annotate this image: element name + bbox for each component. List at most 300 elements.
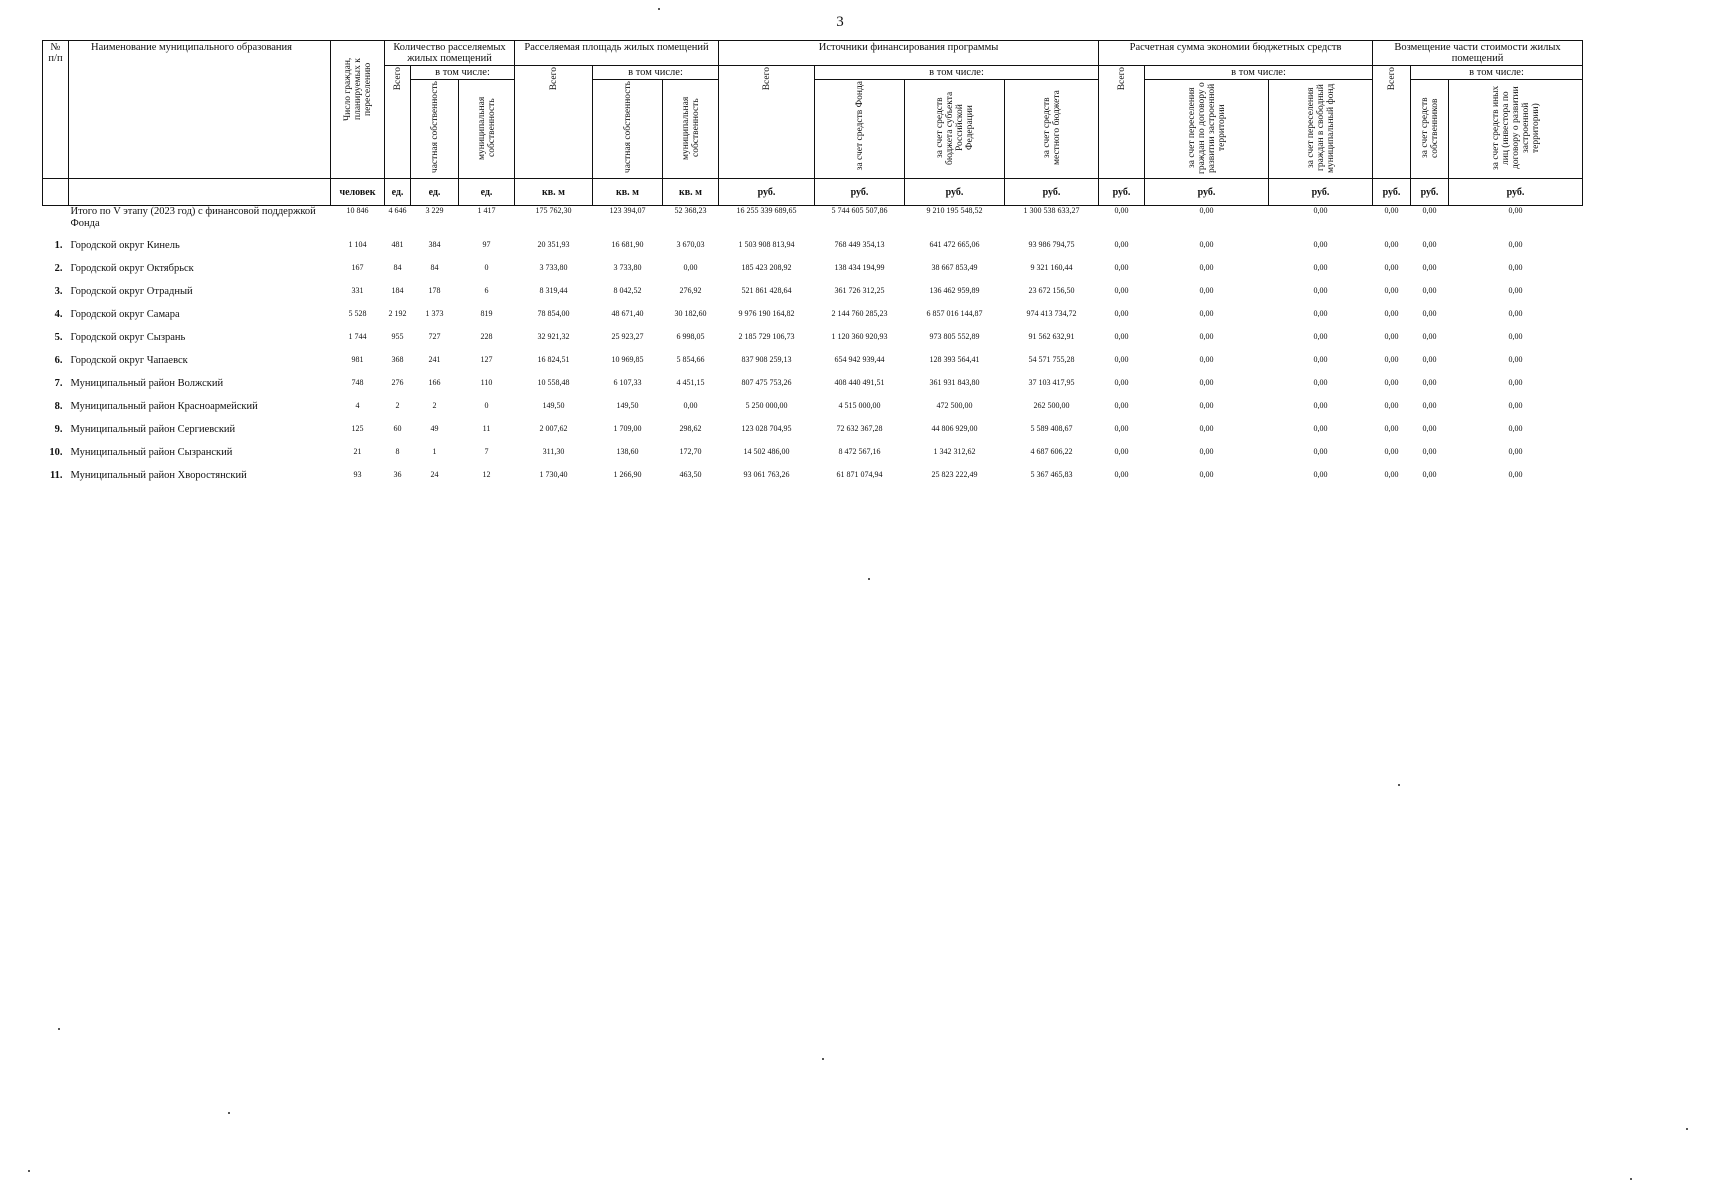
- header-area-private: [593, 80, 663, 179]
- total-reimb-total: 0,00: [1384, 206, 1399, 215]
- scan-speck: [868, 578, 870, 580]
- unit-reimb-total: руб.: [1373, 179, 1411, 206]
- row-eco-free: 0,00: [1313, 240, 1328, 249]
- row-count-municipal: 97: [482, 240, 491, 249]
- unit-area-private: кв. м: [593, 179, 663, 206]
- row-count-total: 60: [393, 424, 402, 433]
- row-area-municipal: 298,62: [679, 424, 702, 433]
- row-reimb-others: 0,00: [1508, 424, 1523, 433]
- row-count-total: 481: [391, 240, 404, 249]
- row-area-municipal: 0,00: [683, 263, 698, 272]
- row-fin-local: 974 413 734,72: [1026, 309, 1077, 318]
- row-citizens: 981: [351, 355, 364, 364]
- row-eco-dev: 0,00: [1199, 378, 1214, 387]
- row-reimb-total: 0,00: [1384, 309, 1399, 318]
- header-fin-fund: [815, 80, 905, 179]
- row-fin-subject: 136 462 959,89: [929, 286, 980, 295]
- row-fin-local: 91 562 632,91: [1028, 332, 1075, 341]
- row-name: Муниципальный район Волжский: [70, 378, 224, 389]
- total-area-private: 123 394,07: [609, 206, 646, 215]
- row-eco-total: 0,00: [1114, 424, 1129, 433]
- row-fin-total: 2 185 729 106,73: [738, 332, 795, 341]
- row-citizens: 4: [355, 401, 360, 410]
- header-area-group: Расселяемая площадь жилых помещений: [515, 41, 719, 66]
- row-fin-local: 5 589 408,67: [1030, 424, 1073, 433]
- unit-persons: человек: [331, 179, 385, 206]
- total-fin-fund: 5 744 605 507,86: [831, 206, 888, 215]
- row-count-private: 241: [428, 355, 441, 364]
- scan-speck: [1686, 1128, 1688, 1130]
- header-fin-incl: в том числе:: [815, 66, 1099, 80]
- header-fin-total-text: Всего: [761, 67, 772, 91]
- table-row: [43, 470, 1583, 493]
- row-count-municipal: 11: [482, 424, 491, 433]
- row-count-municipal: 0: [484, 263, 489, 272]
- row-area-municipal: 6 998,05: [676, 332, 705, 341]
- row-area-total: 32 921,32: [537, 332, 570, 341]
- row-count-private: 1: [432, 447, 437, 456]
- header-fin-subject-text: за счет средств бюджета субъекта Российской Федерации: [934, 91, 975, 165]
- header-eco-dev-text: за счет переселения граждан по договору о развитии застроенной территории: [1186, 82, 1227, 174]
- row-fin-fund: 138 434 194,99: [834, 263, 885, 272]
- total-count-municipal: 1 417: [477, 206, 496, 215]
- row-area-total: 20 351,93: [537, 240, 570, 249]
- row-fin-total: 1 503 908 813,94: [738, 240, 795, 249]
- row-area-private: 138,60: [616, 447, 639, 456]
- header-name: [69, 41, 331, 179]
- table-body: [43, 206, 1583, 494]
- header-fin-local: [1005, 80, 1099, 179]
- row-area-private: 8 042,52: [613, 286, 642, 295]
- row-eco-free: 0,00: [1313, 286, 1328, 295]
- row-count-private: 727: [428, 332, 441, 341]
- row-count-municipal: 110: [480, 378, 493, 387]
- scan-speck: [822, 1058, 824, 1060]
- row-reimb-total: 0,00: [1384, 401, 1399, 410]
- row-eco-free: 0,00: [1313, 378, 1328, 387]
- header-area-municipal-text: муниципальная собственность: [680, 96, 701, 160]
- row-name: Муниципальный район Сызранский: [70, 447, 233, 458]
- header-reimb-owners: [1411, 80, 1449, 179]
- row-name: Городской округ Сызрань: [70, 332, 186, 343]
- table-row: [43, 240, 1583, 263]
- row-eco-total: 0,00: [1114, 447, 1129, 456]
- row-area-total: 3 733,80: [539, 263, 568, 272]
- row-count-total: 276: [391, 378, 404, 387]
- row-fin-total: 5 250 000,00: [745, 401, 788, 410]
- row-reimb-owners: 0,00: [1422, 240, 1437, 249]
- row-name: Городской округ Отрадный: [70, 286, 193, 297]
- unit-reimb-others: руб.: [1449, 179, 1583, 206]
- unit-count-municipal: ед.: [459, 179, 515, 206]
- table-row: [43, 447, 1583, 470]
- row-reimb-others: 0,00: [1508, 447, 1523, 456]
- row-count-private: 178: [428, 286, 441, 295]
- row-count-total: 8: [395, 447, 400, 456]
- total-fin-local: 1 300 538 633,27: [1023, 206, 1080, 215]
- row-area-total: 2 007,62: [539, 424, 568, 433]
- row-count-municipal: 12: [482, 470, 491, 479]
- row-area-municipal: 4 451,15: [676, 378, 705, 387]
- row-reimb-total: 0,00: [1384, 263, 1399, 272]
- row-fin-fund: 4 515 000,00: [838, 401, 881, 410]
- row-count-private: 166: [428, 378, 441, 387]
- row-reimb-others: 0,00: [1508, 286, 1523, 295]
- row-area-private: 3 733,80: [613, 263, 642, 272]
- unit-eco-dev: руб.: [1145, 179, 1269, 206]
- row-reimb-owners: 0,00: [1422, 470, 1437, 479]
- row-reimb-owners: 0,00: [1422, 263, 1437, 272]
- row-fin-subject: 973 805 552,89: [929, 332, 980, 341]
- row-fin-total: 14 502 486,00: [743, 447, 790, 456]
- row-name: Городской округ Самара: [70, 309, 180, 320]
- row-count-municipal: 7: [484, 447, 489, 456]
- row-eco-total: 0,00: [1114, 263, 1129, 272]
- row-fin-fund: 654 942 939,44: [834, 355, 885, 364]
- row-eco-dev: 0,00: [1199, 332, 1214, 341]
- row-fin-local: 9 321 160,44: [1030, 263, 1073, 272]
- row-area-municipal: 276,92: [679, 286, 702, 295]
- row-eco-dev: 0,00: [1199, 240, 1214, 249]
- row-eco-dev: 0,00: [1199, 401, 1214, 410]
- row-fin-fund: 61 871 074,94: [836, 470, 883, 479]
- header-fin-fund-text: за счет средств Фонда: [854, 81, 865, 171]
- row-fin-subject: 6 857 016 144,87: [926, 309, 983, 318]
- header-area-total-text: Всего: [548, 67, 559, 91]
- row-area-private: 10 969,85: [611, 355, 644, 364]
- row-fin-subject: 1 342 312,62: [933, 447, 976, 456]
- unit-fin-fund: руб.: [815, 179, 905, 206]
- total-citizens: 10 846: [346, 206, 369, 215]
- row-citizens: 748: [351, 378, 364, 387]
- row-reimb-others: 0,00: [1508, 309, 1523, 318]
- row-fin-fund: 361 726 312,25: [834, 286, 885, 295]
- row-eco-total: 0,00: [1114, 470, 1129, 479]
- row-eco-total: 0,00: [1114, 355, 1129, 364]
- row-reimb-owners: 0,00: [1422, 401, 1437, 410]
- row-eco-total: 0,00: [1114, 401, 1129, 410]
- row-area-private: 6 107,33: [613, 378, 642, 387]
- header-eco-dev: [1145, 80, 1269, 179]
- row-fin-subject: 361 931 843,80: [929, 378, 980, 387]
- row-count-private: 2: [432, 401, 437, 410]
- page-number: 3: [836, 14, 844, 30]
- unit-empty-num: [43, 179, 69, 206]
- header-eco-total: [1099, 66, 1145, 179]
- row-citizens: 1 744: [348, 332, 367, 341]
- row-name: Муниципальный район Хворостянский: [70, 470, 247, 481]
- row-fin-fund: 8 472 567,16: [838, 447, 881, 456]
- row-num: 9.: [54, 424, 63, 435]
- row-eco-dev: 0,00: [1199, 470, 1214, 479]
- header-count-private-text: частная собственность: [429, 81, 440, 174]
- scan-speck: [1630, 1178, 1632, 1180]
- row-area-municipal: 5 854,66: [676, 355, 705, 364]
- row-reimb-total: 0,00: [1384, 240, 1399, 249]
- row-count-total: 36: [393, 470, 402, 479]
- row-num: 2.: [54, 263, 63, 274]
- row-fin-subject: 25 823 222,49: [931, 470, 978, 479]
- scan-speck: [228, 1112, 230, 1114]
- row-fin-total: 521 861 428,64: [741, 286, 792, 295]
- row-count-private: 84: [430, 263, 439, 272]
- row-fin-total: 9 976 190 164,82: [738, 309, 795, 318]
- header-count-incl: в том числе:: [411, 66, 515, 80]
- row-reimb-others: 0,00: [1508, 332, 1523, 341]
- header-count-private: [411, 80, 459, 179]
- table-row: [43, 309, 1583, 332]
- row-count-municipal: 819: [480, 309, 493, 318]
- unit-fin-total: руб.: [719, 179, 815, 206]
- row-eco-total: 0,00: [1114, 240, 1129, 249]
- header-reimb-total-text: Всего: [1386, 67, 1397, 91]
- table-row: [43, 263, 1583, 286]
- row-reimb-others: 0,00: [1508, 263, 1523, 272]
- scan-speck: [28, 1170, 30, 1172]
- row-num: 8.: [54, 401, 63, 412]
- total-fin-total: 16 255 339 689,65: [736, 206, 797, 215]
- row-eco-dev: 0,00: [1199, 447, 1214, 456]
- unit-area-total: кв. м: [515, 179, 593, 206]
- header-area-private-text: частная собственность: [622, 81, 633, 174]
- row-area-municipal: 30 182,60: [674, 309, 707, 318]
- row-count-private: 1 373: [425, 309, 444, 318]
- row-reimb-owners: 0,00: [1422, 424, 1437, 433]
- row-citizens: 1 104: [348, 240, 367, 249]
- header-reimb-group: Возмещение части стоимости жилых помещений: [1373, 41, 1583, 66]
- table-row: [43, 286, 1583, 309]
- row-area-private: 16 681,90: [611, 240, 644, 249]
- row-fin-total: 123 028 704,95: [741, 424, 792, 433]
- header-count-municipal: [459, 80, 515, 179]
- row-area-municipal: 172,70: [679, 447, 702, 456]
- header-fin-group: Источники финансирования программы: [719, 41, 1099, 66]
- row-eco-free: 0,00: [1313, 355, 1328, 364]
- row-citizens: 93: [353, 470, 362, 479]
- row-citizens: 21: [353, 447, 362, 456]
- row-count-total: 184: [391, 286, 404, 295]
- row-eco-free: 0,00: [1313, 332, 1328, 341]
- row-fin-fund: 1 120 360 920,93: [831, 332, 888, 341]
- header-count-total-text: Всего: [392, 67, 403, 91]
- row-area-private: 1 266,90: [613, 470, 642, 479]
- header-eco-free-text: за счет переселения граждан в свободный муниципальный фонд: [1305, 83, 1336, 173]
- header-fin-total: [719, 66, 815, 179]
- table-row: [43, 355, 1583, 378]
- row-count-total: 2: [395, 401, 400, 410]
- row-area-total: 8 319,44: [539, 286, 568, 295]
- total-reimb-others: 0,00: [1508, 206, 1523, 215]
- total-count-total: 4 646: [388, 206, 407, 215]
- row-eco-total: 0,00: [1114, 332, 1129, 341]
- row-area-municipal: 463,50: [679, 470, 702, 479]
- row-reimb-total: 0,00: [1384, 447, 1399, 456]
- total-fin-subject: 9 210 195 548,52: [926, 206, 983, 215]
- row-fin-fund: 408 440 491,51: [834, 378, 885, 387]
- row-count-municipal: 127: [480, 355, 493, 364]
- resettlement-table: [42, 40, 1583, 493]
- table-row: [43, 401, 1583, 424]
- row-citizens: 125: [351, 424, 364, 433]
- row-fin-fund: 72 632 367,28: [836, 424, 883, 433]
- row-citizens: 5 528: [348, 309, 367, 318]
- total-area-municipal: 52 368,23: [674, 206, 707, 215]
- header-reimb-total: [1373, 66, 1411, 179]
- total-name: Итого по V этапу (2023 год) с финансовой поддержкой Фонда: [70, 206, 316, 229]
- row-eco-free: 0,00: [1313, 470, 1328, 479]
- row-eco-total: 0,00: [1114, 378, 1129, 387]
- row-area-private: 1 709,00: [613, 424, 642, 433]
- total-row: [43, 206, 1583, 241]
- row-num: 3.: [54, 286, 63, 297]
- row-count-municipal: 228: [480, 332, 493, 341]
- table-row: [43, 424, 1583, 447]
- row-citizens: 331: [351, 286, 364, 295]
- row-fin-subject: 128 393 564,41: [929, 355, 980, 364]
- row-count-total: 84: [393, 263, 402, 272]
- row-citizens: 167: [351, 263, 364, 272]
- row-reimb-owners: 0,00: [1422, 286, 1437, 295]
- row-eco-dev: 0,00: [1199, 286, 1214, 295]
- row-eco-dev: 0,00: [1199, 355, 1214, 364]
- unit-reimb-owners: руб.: [1411, 179, 1449, 206]
- row-name: Городской округ Чапаевск: [70, 355, 188, 366]
- row-name: Муниципальный район Сергиевский: [70, 424, 236, 435]
- header-count-total: [385, 66, 411, 179]
- row-count-total: 368: [391, 355, 404, 364]
- row-reimb-others: 0,00: [1508, 378, 1523, 387]
- row-reimb-total: 0,00: [1384, 424, 1399, 433]
- row-fin-local: 4 687 606,22: [1030, 447, 1073, 456]
- row-area-total: 16 824,51: [537, 355, 570, 364]
- row-num: 4.: [54, 309, 63, 320]
- row-eco-free: 0,00: [1313, 263, 1328, 272]
- row-eco-dev: 0,00: [1199, 424, 1214, 433]
- row-area-total: 149,50: [542, 401, 565, 410]
- table-row: [43, 378, 1583, 401]
- scan-speck: [1398, 784, 1400, 786]
- header-area-municipal: [663, 80, 719, 179]
- header-citizens: [331, 41, 385, 179]
- row-reimb-total: 0,00: [1384, 332, 1399, 341]
- row-reimb-others: 0,00: [1508, 240, 1523, 249]
- row-eco-total: 0,00: [1114, 309, 1129, 318]
- row-eco-free: 0,00: [1313, 424, 1328, 433]
- row-area-municipal: 0,00: [683, 401, 698, 410]
- row-fin-subject: 44 806 929,00: [931, 424, 978, 433]
- row-fin-total: 93 061 763,26: [743, 470, 790, 479]
- row-reimb-others: 0,00: [1508, 401, 1523, 410]
- row-reimb-owners: 0,00: [1422, 332, 1437, 341]
- row-eco-dev: 0,00: [1199, 263, 1214, 272]
- row-fin-local: 5 367 465,83: [1030, 470, 1073, 479]
- row-area-total: 311,30: [542, 447, 565, 456]
- row-reimb-total: 0,00: [1384, 355, 1399, 364]
- row-fin-subject: 38 667 853,49: [931, 263, 978, 272]
- total-area-total: 175 762,30: [535, 206, 572, 215]
- header-num: № п/п: [43, 41, 69, 179]
- row-fin-subject: 472 500,00: [936, 401, 973, 410]
- scan-speck: [658, 8, 660, 10]
- header-reimb-others: [1449, 80, 1583, 179]
- row-eco-total: 0,00: [1114, 286, 1129, 295]
- row-fin-fund: 2 144 760 285,23: [831, 309, 888, 318]
- row-num: 5.: [54, 332, 63, 343]
- unit-count-total: ед.: [385, 179, 411, 206]
- header-name-text: Наименование муниципального образования: [91, 42, 292, 53]
- row-count-private: 384: [428, 240, 441, 249]
- row-reimb-others: 0,00: [1508, 355, 1523, 364]
- row-num: 7.: [54, 378, 63, 389]
- row-count-private: 24: [430, 470, 439, 479]
- header-citizens-text: Число граждан, планируемых к переселению: [342, 57, 373, 121]
- row-fin-local: 54 571 755,28: [1028, 355, 1075, 364]
- row-reimb-total: 0,00: [1384, 378, 1399, 387]
- header-area-incl: в том числе:: [593, 66, 719, 80]
- row-fin-subject: 641 472 665,06: [929, 240, 980, 249]
- total-eco-dev: 0,00: [1199, 206, 1214, 215]
- row-eco-free: 0,00: [1313, 401, 1328, 410]
- row-reimb-owners: 0,00: [1422, 309, 1437, 318]
- row-fin-local: 262 500,00: [1033, 401, 1070, 410]
- unit-eco-total: руб.: [1099, 179, 1145, 206]
- header-eco-incl: в том числе:: [1145, 66, 1373, 80]
- row-count-municipal: 0: [484, 401, 489, 410]
- header-eco-total-text: Всего: [1116, 67, 1127, 91]
- total-num: [43, 206, 69, 241]
- row-name: Городской округ Кинель: [70, 240, 180, 251]
- row-eco-free: 0,00: [1313, 447, 1328, 456]
- row-num: 1.: [54, 240, 63, 251]
- total-reimb-owners: 0,00: [1422, 206, 1437, 215]
- header-count-group: Количество расселяемых жилых помещений: [385, 41, 515, 66]
- unit-fin-subject: руб.: [905, 179, 1005, 206]
- header-fin-subject: [905, 80, 1005, 179]
- row-fin-local: 93 986 794,75: [1028, 240, 1075, 249]
- row-area-private: 149,50: [616, 401, 639, 410]
- row-num: 10.: [49, 447, 63, 458]
- row-count-total: 955: [391, 332, 404, 341]
- row-area-municipal: 3 670,03: [676, 240, 705, 249]
- header-count-municipal-text: муниципальная собственность: [476, 96, 497, 160]
- row-num: 11.: [49, 470, 63, 481]
- row-reimb-owners: 0,00: [1422, 447, 1437, 456]
- row-area-private: 48 671,40: [611, 309, 644, 318]
- row-area-total: 78 854,00: [537, 309, 570, 318]
- row-area-total: 1 730,40: [539, 470, 568, 479]
- header-fin-local-text: за счет средств местного бюджета: [1041, 90, 1062, 166]
- row-name: Муниципальный район Красноармейский: [70, 401, 258, 412]
- total-eco-free: 0,00: [1313, 206, 1328, 215]
- row-fin-local: 37 103 417,95: [1028, 378, 1075, 387]
- unit-count-private: ед.: [411, 179, 459, 206]
- row-name: Городской округ Октябрьск: [70, 263, 194, 274]
- row-count-total: 2 192: [388, 309, 407, 318]
- row-area-total: 10 558,48: [537, 378, 570, 387]
- unit-empty-name: [69, 179, 331, 206]
- row-fin-local: 23 672 156,50: [1028, 286, 1075, 295]
- row-eco-dev: 0,00: [1199, 309, 1214, 318]
- row-reimb-total: 0,00: [1384, 470, 1399, 479]
- row-fin-fund: 768 449 354,13: [834, 240, 885, 249]
- header-eco-free: [1269, 80, 1373, 179]
- row-fin-total: 807 475 753,26: [741, 378, 792, 387]
- total-eco-total: 0,00: [1114, 206, 1129, 215]
- row-area-private: 25 923,27: [611, 332, 644, 341]
- row-reimb-total: 0,00: [1384, 286, 1399, 295]
- row-reimb-others: 0,00: [1508, 470, 1523, 479]
- header-economy-group: Расчетная сумма экономии бюджетных средств: [1099, 41, 1373, 66]
